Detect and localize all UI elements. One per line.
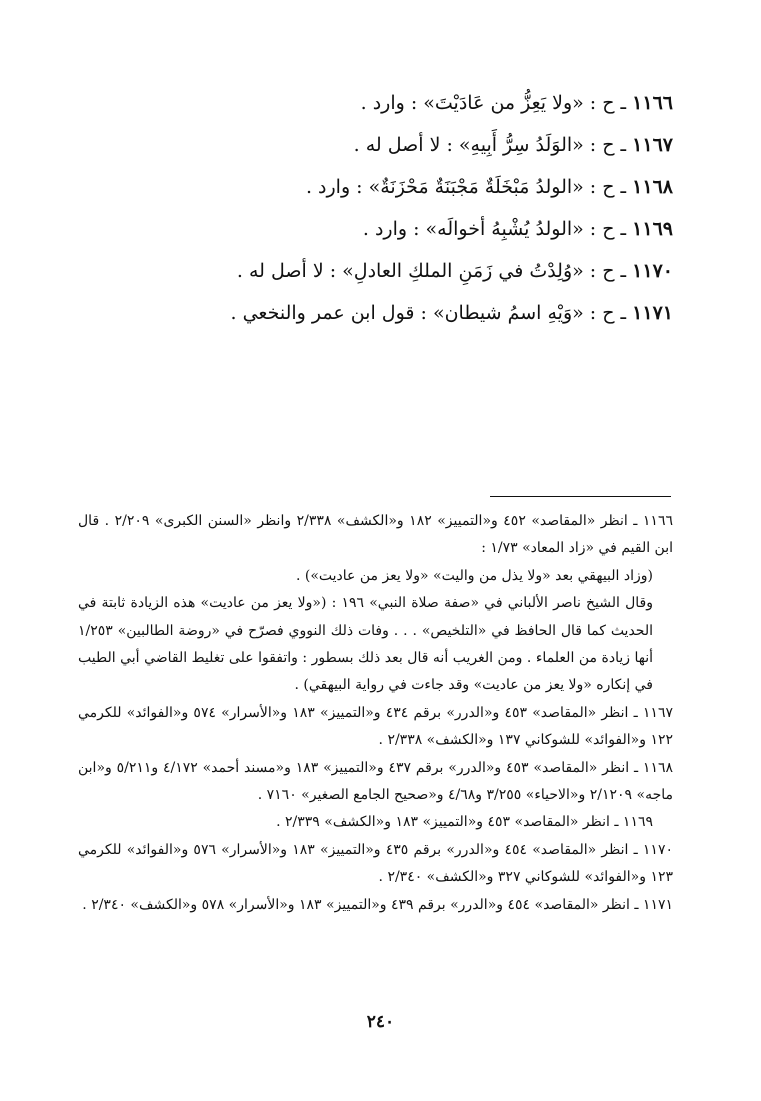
footnote-paragraph: وقال الشيخ ناصر الألباني في «صفة صلاة النبي» ١٩٦ : («ولا يعز من عاديت» هذه الزيادة ثابتة في الحديث كما قال الحافظ في «التلخيص» . . . وفات ذلك النووي فصرّح في «روضة الطالبين» ١/٢٥٣ أنها زيادة من العلماء . ومن الغريب أنه قال بعد ذلك بسطور : واتفقوا على تغليط القاضي أبي الطيب في إنكاره «ولا يعز من عاديت» وقد جاءت في رواية البيهقي) . xyxy=(78,595,653,694)
footnote: ١١٧٠ ـ انظر «المقاصد» ٤٥٤ و«الدرر» برقم ٤٣٥ و«التمييز» ١٨٣ و«الأسرار» ٥٧٦ و«الفوائد» للكرمي ١٢٣ و«الفوائد» للشوكاني ٣٢٧ و«الكشف» ٢/٣٤٠ . xyxy=(78,841,673,886)
entry-number: ١١٦٨ xyxy=(632,176,673,198)
entry-text: ـ ح : «وَيْهِ اسمُ شيطان» : قول ابن عمر والنخعي . xyxy=(230,302,627,324)
entry-number: ١١٦٩ xyxy=(632,218,673,240)
footnote: ١١٧١ ـ انظر «المقاصد» ٤٥٤ و«الدرر» برقم ٤٣٩ و«التمييز» ١٨٣ و«الأسرار» ٥٧٨ و«الكشف» ٢/٣٤٠ . xyxy=(82,896,673,913)
hadith-entry xyxy=(83,292,673,334)
footnote: ١١٦٩ ـ انظر «المقاصد» ٤٥٣ و«التمييز» ١٨٣ و«الكشف» ٢/٣٣٩ . xyxy=(276,814,653,831)
entry-text: ـ ح : «الولدُ يُشْبِهُ أخوالَه» : وارد . xyxy=(362,218,627,240)
page-number: ٢٤٠ xyxy=(366,1012,395,1032)
hadith-entry xyxy=(83,166,673,208)
entry-text: ـ ح : «الوَلَدُ سِرُّ أَبِيهِ» : لا أصل له . xyxy=(353,134,627,156)
entry-text: ـ ح : «الولدُ مَبْخَلَةٌ مَجْبَنَةٌ مَحْزَنَةٌ» : وارد . xyxy=(305,176,627,198)
entry-number: ١١٦٦ xyxy=(632,92,673,114)
hadith-entries xyxy=(83,82,673,334)
entry-text: ـ ح : «ولا يَعِزُّ من عَادَيْتَ» : وارد . xyxy=(360,92,627,114)
entry-number: ١١٧٠ xyxy=(632,260,673,282)
entry-text: ـ ح : «وُلِدْتُ في زَمَنِ الملكِ العادلِ» : لا أصل له . xyxy=(236,260,627,282)
footnotes xyxy=(78,508,673,919)
hadith-entry xyxy=(83,208,673,250)
entry-number: ١١٦٧ xyxy=(632,134,673,156)
footnote-divider xyxy=(490,496,671,497)
footnote: ١١٦٧ ـ انظر «المقاصد» ٤٥٣ و«الدرر» برقم ٤٣٤ و«التمييز» ١٨٣ و«الأسرار» ٥٧٤ و«الفوائد» للكرمي ١٢٢ و«الفوائد» للشوكاني ١٣٧ و«الكشف» ٢/٣٣٨ . xyxy=(78,704,673,749)
footnote: ١١٦٨ ـ انظر «المقاصد» ٤٥٣ و«الدرر» برقم ٤٣٧ و«التمييز» ١٨٣ و«مسند أحمد» ٤/١٧٢ و٥/٢١١ و«ابن ماجه» ٢/١٢٠٩ و«الاحياء» ٣/٢٥٥ و٤/٦٨ و«صحيح الجامع الصغير» ٧١٦٠ . xyxy=(78,759,673,804)
hadith-entry xyxy=(83,82,673,124)
entry-number: ١١٧١ xyxy=(632,302,673,324)
hadith-entry xyxy=(83,124,673,166)
footnote: ١١٦٦ ـ انظر «المقاصد» ٤٥٢ و«التمييز» ١٨٢ و«الكشف» ٢/٣٣٨ وانظر «السنن الكبرى» ٢/٢٠٩ . قال ابن القيم في «زاد المعاد» ١/٧٣ : xyxy=(78,513,673,557)
hadith-entry xyxy=(83,250,673,292)
footnote-quote: (وزاد البيهقي بعد «ولا يذل من واليت» «ولا يعز من عاديت») . xyxy=(295,567,653,584)
